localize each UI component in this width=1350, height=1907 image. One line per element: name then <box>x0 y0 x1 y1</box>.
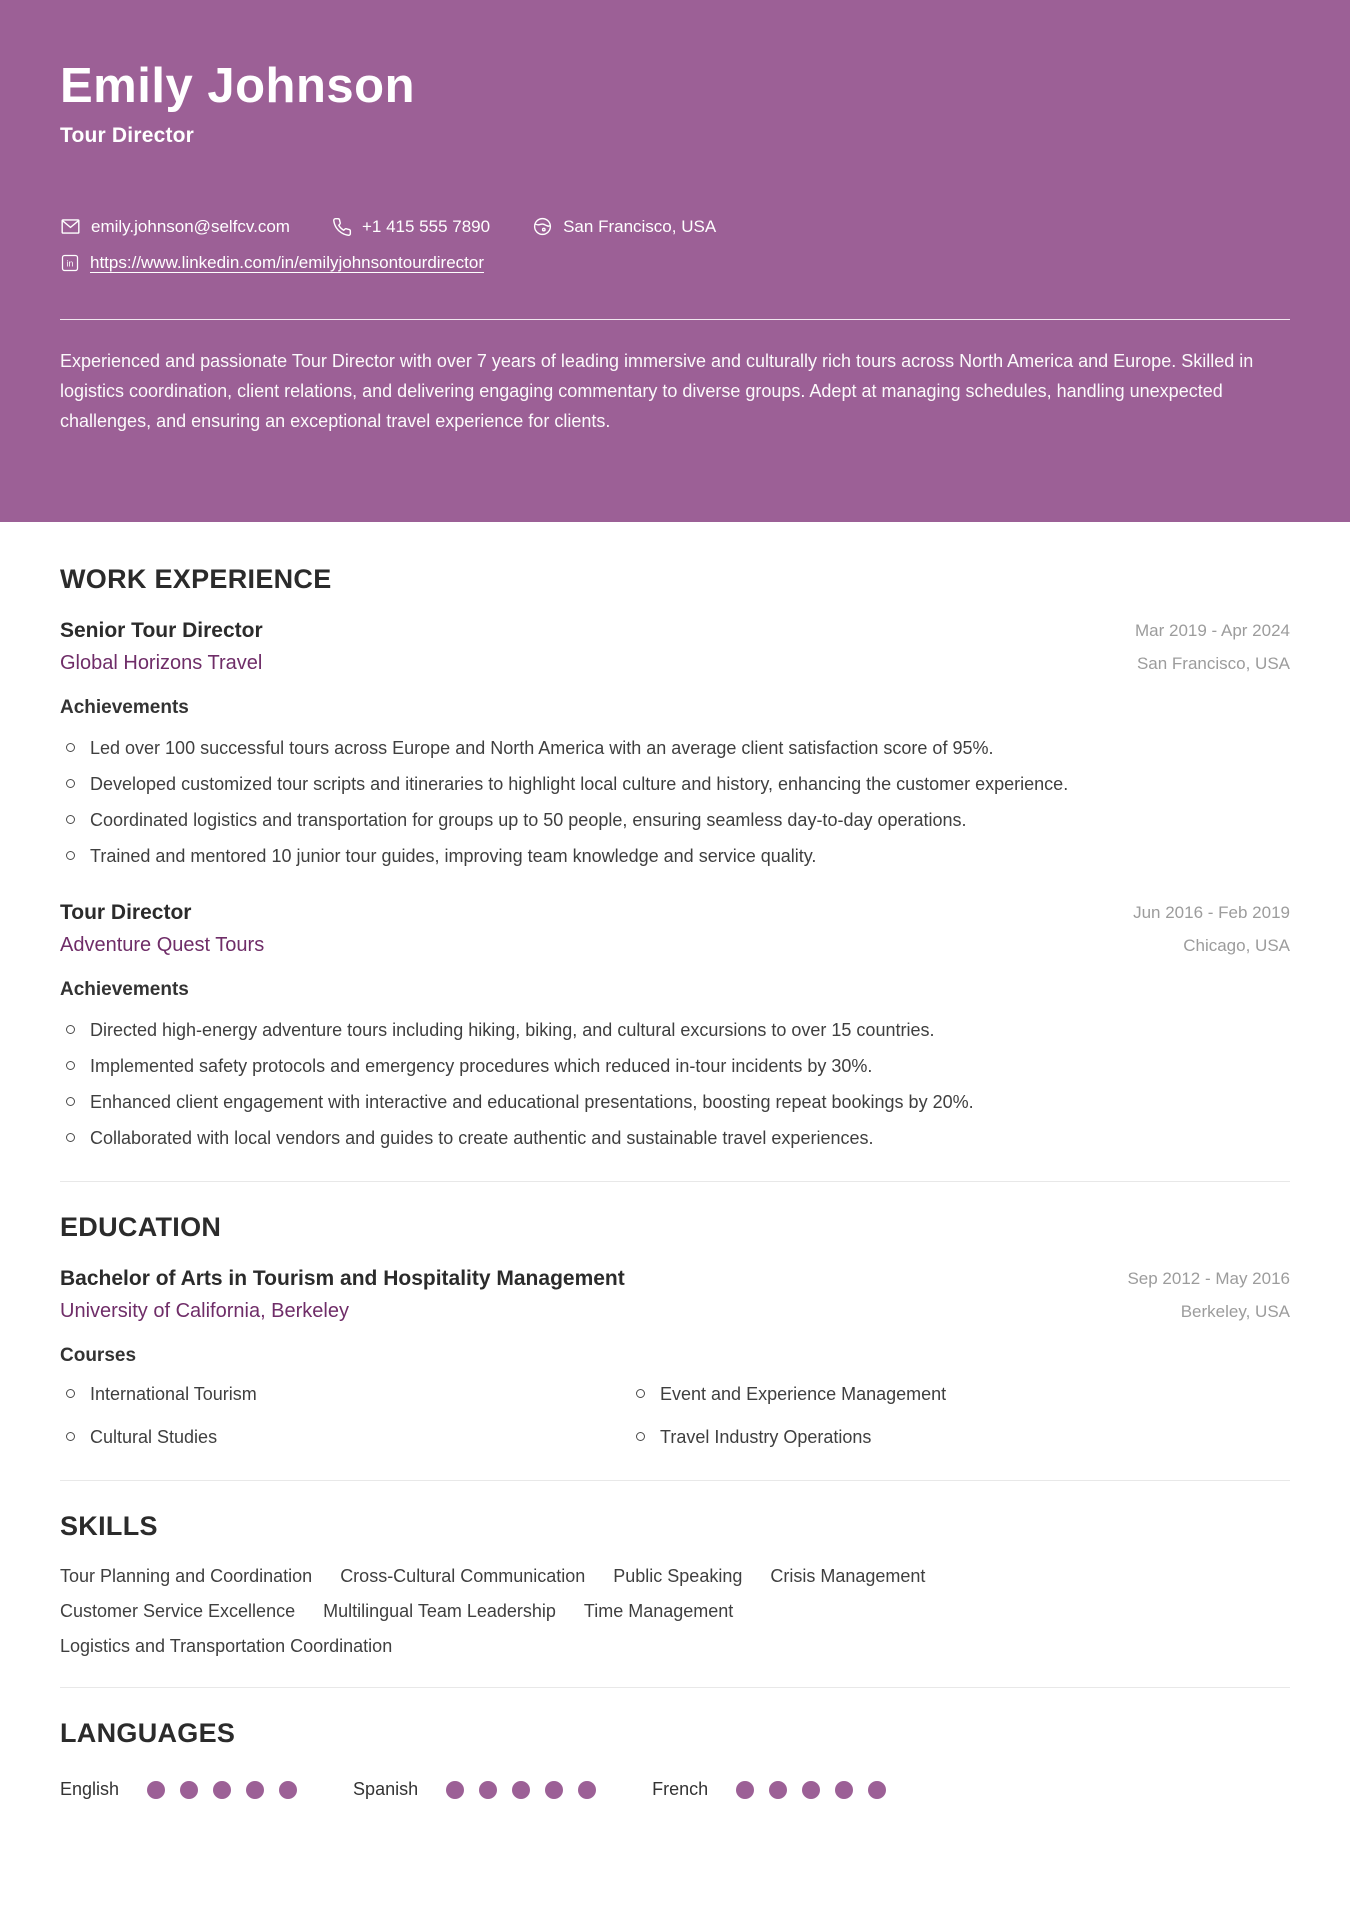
education-heading: EDUCATION <box>60 1212 222 1242</box>
education-entry-left <box>60 1267 625 1323</box>
languages-row <box>60 1779 1290 1800</box>
achievement-item: Trained and mentored 10 junior tour guides, improving team knowledge and service quality. <box>60 843 1290 869</box>
contact-row <box>60 216 1290 237</box>
language-item <box>353 1779 596 1800</box>
course-item: Travel Industry Operations <box>630 1424 1200 1450</box>
contact-phone <box>332 217 490 237</box>
language-name: English <box>60 1779 120 1799</box>
person-name: Emily Johnson <box>60 59 416 113</box>
svg-text:in: in <box>66 258 74 269</box>
language-level-dots <box>147 1781 297 1799</box>
course-item: Cultural Studies <box>60 1424 630 1450</box>
level-dot <box>246 1781 264 1799</box>
phone-icon <box>332 217 352 237</box>
level-dot <box>769 1781 787 1799</box>
achievement-item: Coordinated logistics and transportation for groups up to 50 people, ensuring seamless day-to-day operations. <box>60 807 1290 833</box>
achievement-item: Collaborated with local vendors and guides to create authentic and sustainable travel experiences. <box>60 1125 1290 1151</box>
language-level-dots <box>446 1781 596 1799</box>
achievement-item: Implemented safety protocols and emergency procedures which reduced in-tour incidents by 30%. <box>60 1053 1290 1079</box>
section-divider <box>60 1480 1290 1481</box>
job-company-link: Adventure Quest Tours <box>60 934 265 956</box>
linkedin-row <box>60 253 1290 273</box>
job-entry <box>60 901 1290 1151</box>
skill-item: Customer Service Excellence <box>60 1601 296 1621</box>
section-divider <box>60 1687 1290 1688</box>
job-entry-meta <box>1133 901 1290 954</box>
job-dates: Mar 2019 - Apr 2024 <box>1135 621 1290 640</box>
language-level-dots <box>736 1781 886 1799</box>
resume-header <box>0 0 1350 522</box>
level-dot <box>279 1781 297 1799</box>
education-entry-meta <box>1127 1267 1290 1320</box>
achievements-list <box>60 735 1290 869</box>
level-dot <box>147 1781 165 1799</box>
skill-item: Public Speaking <box>613 1566 743 1586</box>
language-item <box>60 1779 297 1800</box>
education-entry <box>60 1267 1290 1450</box>
skills-row <box>60 1601 1290 1622</box>
achievement-item: Led over 100 successful tours across Europe and North America with an average client satisfaction score of 95%. <box>60 735 1290 761</box>
language-item <box>652 1779 886 1800</box>
education-dates: Sep 2012 - May 2016 <box>1127 1269 1290 1288</box>
job-dates: Jun 2016 - Feb 2019 <box>1133 903 1290 922</box>
profile-summary: Experienced and passionate Tour Director with over 7 years of leading immersive and culturally rich tours across North America and Europe. Skilled in logistics coordination, client relations, and delivering engaging commentary to diverse groups. Adept at managing schedules, handling unexpected challenges, and ensuring an exceptional travel experience for clients. <box>60 351 1254 432</box>
contact-location <box>532 216 716 237</box>
job-entry-head <box>60 619 1290 675</box>
level-dot <box>446 1781 464 1799</box>
job-entry-left <box>60 619 263 675</box>
job-title-text: Tour Director <box>60 901 192 924</box>
resume-body <box>0 564 1350 1860</box>
job-entry-left <box>60 901 264 957</box>
education-location: Berkeley, USA <box>1180 1302 1290 1321</box>
level-dot <box>802 1781 820 1799</box>
skill-item: Multilingual Team Leadership <box>323 1601 556 1621</box>
section-skills <box>60 1511 1290 1657</box>
job-entry-head <box>60 901 1290 957</box>
contact-email <box>60 216 290 237</box>
level-dot <box>736 1781 754 1799</box>
degree-title: Bachelor of Arts in Tourism and Hospitality Management <box>60 1267 625 1290</box>
skill-item: Logistics and Transportation Coordination <box>60 1636 393 1656</box>
skill-item: Cross-Cultural Communication <box>340 1566 586 1586</box>
header-divider <box>60 319 1290 320</box>
school-link: University of California, Berkeley <box>60 1300 349 1322</box>
section-divider <box>60 1181 1290 1182</box>
skills-row <box>60 1636 1290 1657</box>
job-title-text: Senior Tour Director <box>60 619 263 642</box>
contact-linkedin <box>60 253 484 273</box>
job-location: Chicago, USA <box>1183 936 1290 955</box>
level-dot <box>512 1781 530 1799</box>
level-dot <box>479 1781 497 1799</box>
courses-label: Courses <box>60 1345 137 1366</box>
skill-item: Time Management <box>583 1601 734 1621</box>
courses-list <box>60 1381 1200 1450</box>
section-work-experience <box>60 564 1290 1151</box>
achievement-item: Enhanced client engagement with interactive and educational presentations, boosting repeat bookings by 20%. <box>60 1089 1290 1115</box>
job-entry-meta <box>1135 619 1290 672</box>
level-dot <box>578 1781 596 1799</box>
achievement-item: Directed high-energy adventure tours including hiking, biking, and cultural excursions to over 15 countries. <box>60 1017 1290 1043</box>
achievements-label: Achievements <box>60 979 189 1000</box>
language-name: Spanish <box>353 1779 419 1799</box>
course-item: Event and Experience Management <box>630 1381 1200 1407</box>
section-languages <box>60 1718 1290 1800</box>
contact-location-text: San Francisco, USA <box>563 216 717 236</box>
achievements-label: Achievements <box>60 697 189 718</box>
level-dot <box>835 1781 853 1799</box>
job-entry <box>60 619 1290 869</box>
skills-heading: SKILLS <box>60 1511 158 1541</box>
course-item: International Tourism <box>60 1381 630 1407</box>
linkedin-link[interactable]: https://www.linkedin.com/in/emilyjohnsontourdirector <box>90 253 485 273</box>
email-icon <box>60 216 81 237</box>
job-company-link: Global Horizons Travel <box>60 652 263 674</box>
job-location: San Francisco, USA <box>1136 654 1290 673</box>
skill-item: Crisis Management <box>770 1566 926 1586</box>
level-dot <box>213 1781 231 1799</box>
level-dot <box>868 1781 886 1799</box>
person-job-title: Tour Director <box>60 124 195 148</box>
language-name: French <box>652 1779 709 1799</box>
education-entry-head <box>60 1267 1290 1323</box>
linkedin-icon <box>60 253 80 273</box>
skills-row <box>60 1566 1290 1587</box>
languages-heading: LANGUAGES <box>60 1718 236 1748</box>
achievement-item: Developed customized tour scripts and itineraries to highlight local culture and history, enhancing the customer experience. <box>60 771 1290 797</box>
level-dot <box>545 1781 563 1799</box>
level-dot <box>180 1781 198 1799</box>
globe-icon <box>532 216 553 237</box>
section-education <box>60 1212 1290 1450</box>
work-experience-heading: WORK EXPERIENCE <box>60 564 332 594</box>
contact-email-text: emily.johnson@selfcv.com <box>91 216 290 236</box>
skill-item: Tour Planning and Coordination <box>60 1566 313 1586</box>
contact-phone-text: +1 415 555 7890 <box>361 216 491 236</box>
achievements-list <box>60 1017 1290 1151</box>
